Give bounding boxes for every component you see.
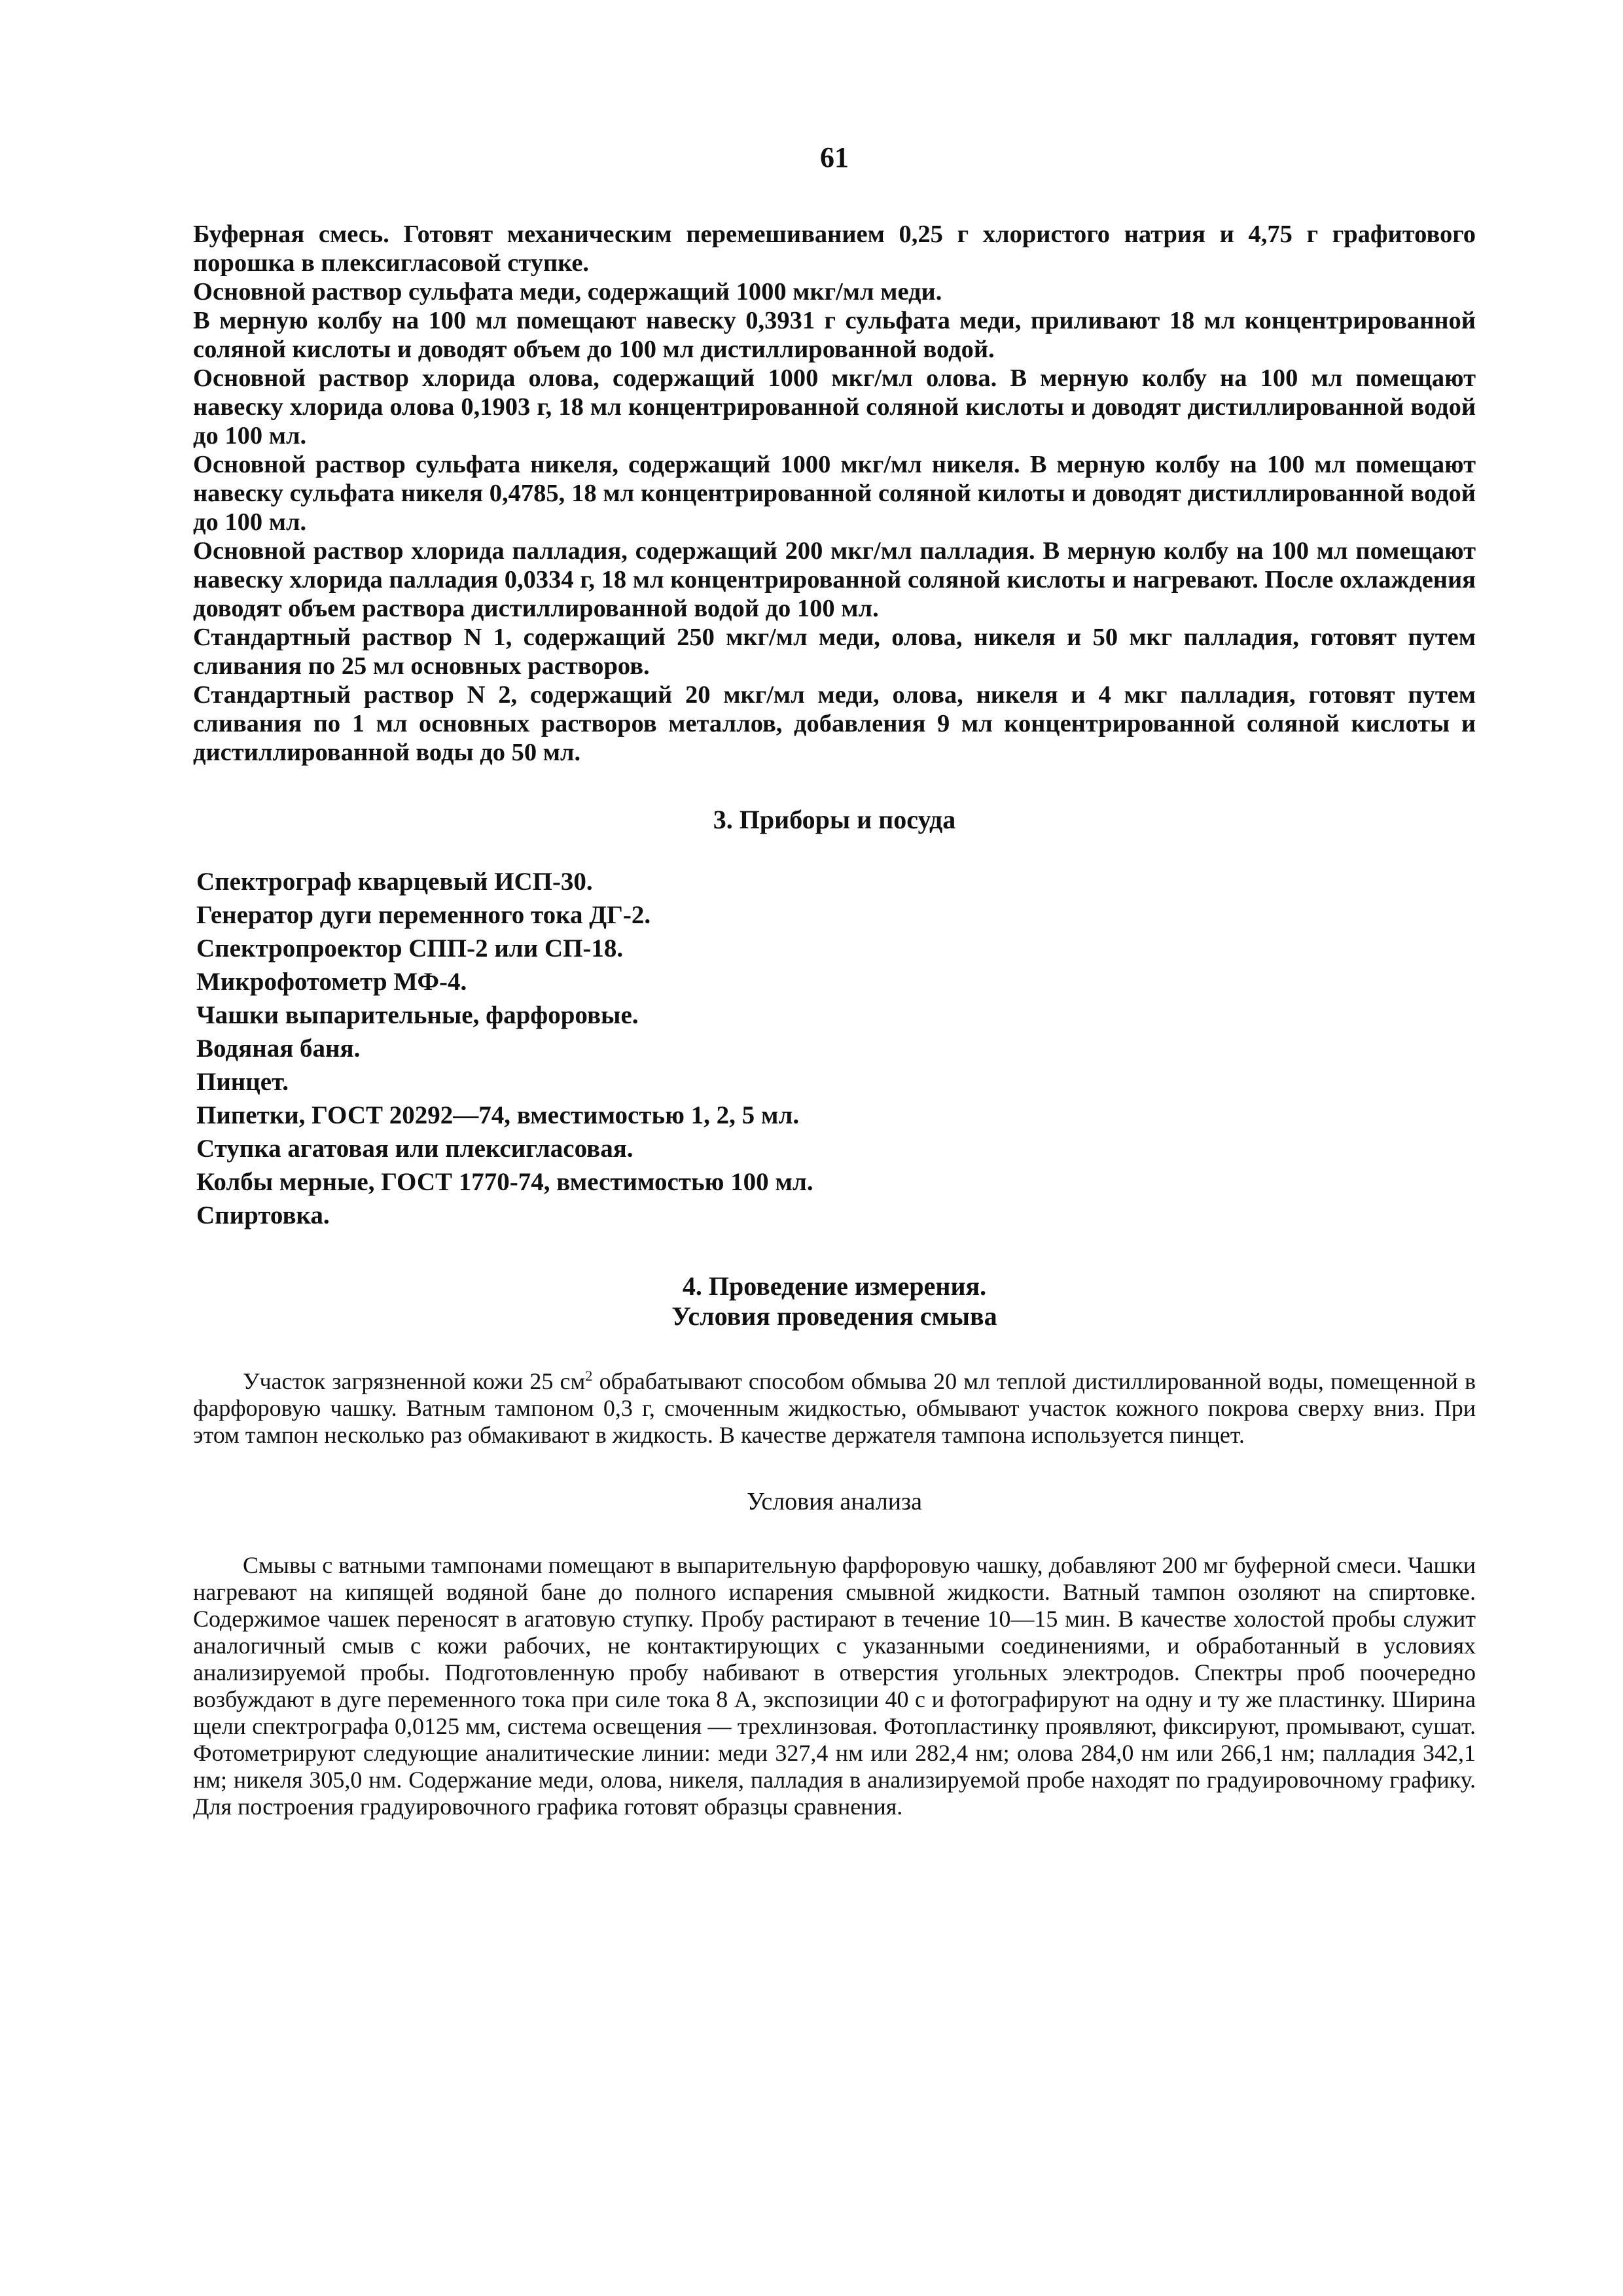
section-heading-equipment: 3. Приборы и посуда — [713, 805, 956, 834]
paragraph-buffer-mixture: Буферная смесь. Готовят механическим перемешиванием 0,25 г хлористого натрия и 4,75 г графитового порошка в плексигласовой ступке. — [193, 221, 1476, 277]
analysis-conditions-text — [193, 1552, 1476, 1820]
list-item: Водяная баня. — [196, 1034, 361, 1063]
reagents-section — [193, 220, 1476, 767]
list-item: Спектропроектор СПП-2 или СП-18. — [196, 934, 624, 963]
paragraph-palladium-stock: Основной раствор хлорида палладия, содержащий 200 мкг/мл палладия. В мерную колбу на 100 мл помещают навеску хлорида палладия 0,0334 г, 18 мл концентрированной соляной кислоты и нагревают. После охлаждения доводят объем раствора дистиллированной водой до 100 мл. — [193, 537, 1476, 622]
list-item: Спиртовка. — [196, 1201, 330, 1229]
document-page — [193, 141, 1476, 1820]
list-item: Ступка агатовая или плексигласовая. — [196, 1135, 633, 1163]
page-number: 61 — [820, 141, 849, 173]
subheading-wash-conditions: Условия проведения смыва — [671, 1301, 997, 1331]
list-item: Спектрограф кварцевый ИСП-30. — [196, 868, 593, 896]
list-item: Пипетки, ГОСТ 20292—74, вместимостью 1, 2, 5 мл. — [196, 1101, 800, 1129]
list-item: Микрофотометр МФ-4. — [196, 968, 467, 996]
section-heading-measurement: 4. Проведение измерения. — [682, 1271, 987, 1301]
equipment-list — [193, 865, 1476, 1232]
paragraph-analysis-conditions: Смывы с ватными тампонами помещают в выпарительную фарфоровую чашку, добавляют 200 мг буферной смеси. Чашки нагревают на кипящей водяной бане до полного испарения смывной жидкости. Ватный тампон озоляют на спиртовке. Содержимое чашек переносят в агатовую ступку. Пробу растирают в течение 10—15 мин. В качестве холостой пробы служит аналогичный смыв с кожи рабочих, не контактирующих с указанными соединениями, и обработанный в условиях анализируемой пробы. Подготовленную пробу набивают в отверстия угольных электродов. Спектры проб поочередно возбуждают в дуге переменного тока при силе тока 8 А, экспозиции 40 с и фотографируют на одну и ту же пластинку. Ширина щели спектрографа 0,0125 мм, система освещения — трехлинзовая. Фотопластинку проявляют, фиксируют, промывают, сушат. Фотометрируют следующие аналитические линии: меди 327,4 нм или 282,4 нм; олова 284,0 нм или 266,1 нм; палладия 342,1 нм; никеля 305,0 нм. Содержание меди, олова, никеля, палладия в анализируемой пробе находят по градуировочному графику. Для построения градуировочного графика готовят образцы сравнения. — [193, 1552, 1476, 1820]
list-item: Генератор дуги переменного тока ДГ-2. — [196, 901, 651, 929]
paragraph-tin-stock: Основной раствор хлорида олова, содержащий 1000 мкг/мл олова. В мерную колбу на 100 мл помещают навеску хлорида олова 0,1903 г, 18 мл концентрированной соляной кислоты и доводят дистиллированной водой до 100 мл. — [193, 364, 1476, 450]
list-item: Колбы мерные, ГОСТ 1770-74, вместимостью 100 мл. — [196, 1168, 813, 1196]
paragraph-nickel-stock: Основной раствор сульфата никеля, содержащий 1000 мкг/мл никеля. В мерную колбу на 100 мл помещают навеску сульфата никеля 0,4785, 18 мл концентрированной соляной килоты и доводят дистиллированной водой до 100 мл. — [193, 451, 1476, 536]
superscript-2: 2 — [585, 1368, 593, 1384]
list-item: Чашки выпарительные, фарфоровые. — [196, 1001, 639, 1029]
wash-text-part-2: обрабатывают способом обмыва 20 мл теплой дистиллированной воды, помещенной в фарфоровую чашку. Ватным тампоном 0,3 г, смоченным жидкостью, обмывают участок кожного покрова сверху вниз. При этом тампон несколько раз обмакивают в жидкость. В качестве держателя тампона используется пинцет. — [193, 1368, 1476, 1448]
paragraph-standard-solution-1: Стандартный раствор N 1, содержащий 250 мкг/мл меди, олова, никеля и 50 мкг палладия, готовят путем сливания по 25 мл основных растворов. — [193, 624, 1476, 680]
list-item: Пинцет. — [196, 1068, 289, 1096]
paragraph-copper-stock-title: Основной раствор сульфата меди, содержащий 1000 мкг/мл меди. — [193, 278, 942, 306]
wash-conditions-text — [193, 1368, 1476, 1449]
paragraph-standard-solution-2: Стандартный раствор N 2, содержащий 20 мкг/мл меди, олова, никеля и 4 мкг палладия, готовят путем сливания по 1 мл основных растворов металлов, добавления 9 мл концентрированной соляной кислоты и дистиллированной воды до 50 мл. — [193, 681, 1476, 766]
wash-text-part-1: Участок загрязненной кожи 25 см — [243, 1368, 586, 1394]
paragraph-wash-conditions — [193, 1368, 1476, 1449]
subheading-analysis-conditions: Условия анализа — [746, 1488, 922, 1515]
paragraph-copper-stock-prep: В мерную колбу на 100 мл помещают навеску 0,3931 г сульфата меди, приливают 18 мл концентрированной соляной кислоты и доводят объем до 100 мл дистиллированной водой. — [193, 307, 1476, 363]
